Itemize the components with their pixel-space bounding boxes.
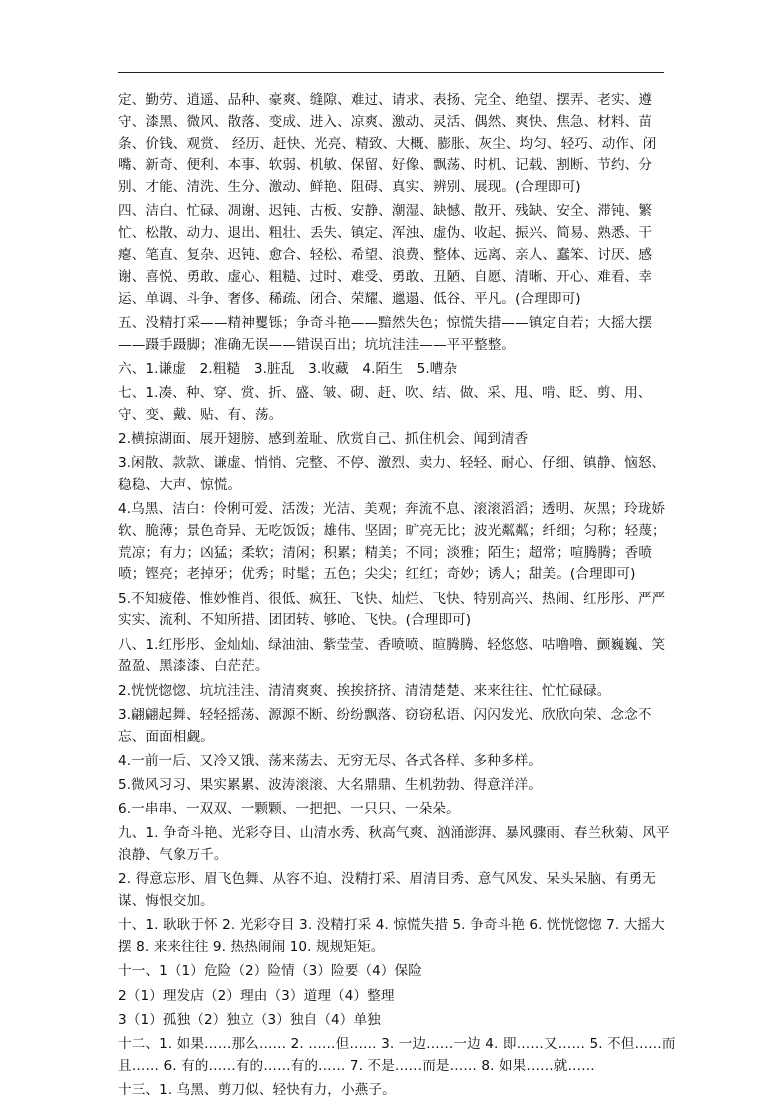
paragraph: 四、洁白、忙碌、凋谢、迟钝、古板、安静、潮湿、缺憾、散开、残缺、安全、滞钝、繁忙、松散、动力、退出、粗壮、丢失、镇定、浑浊、虚伪、收起、振兴、简易、熟悉、干瘪、笔直、复杂、迟钝、愈合、轻松、希望、浪费、整体、远离、亲人、蠢笨、讨厌、感谢、喜悦、勇敢、虚心、粗糙、过时、难受、勇敢、丑陋、自愿、清晰、开心、难看、幸运、单调、斗争、奢侈、稀疏、闭合、荣耀、邋遢、低谷、平凡。(合理即可) xyxy=(118,203,653,307)
paragraph: 5.不知疲倦、惟妙惟肖、很低、疯狂、飞快、灿烂、飞快、特别高兴、热闹、红彤彤、严严实实、流利、不知所措、团团转、够呛、飞快。(合理即可) xyxy=(118,590,666,629)
paragraph: 4.乌黑、洁白：伶俐可爱、活泼；光洁、美观；奔流不息、滚滚滔滔；透明、灰黑；玲珑娇软、脆薄；景色奇异、无吃饭饭；雄伟、坚固；旷亮无比；波光粼粼；纤细；匀称；轻蔑；荒凉；有力；凶猛；柔软；清闲；积累；精美；不同；淡雅；陌生；超常；喧腾腾；香喷喷；铿亮；老掉牙；优秀；时髦；五色；尖尖；红红；奇妙；诱人；甜美。(合理即可) xyxy=(118,501,666,583)
paragraph: 2. 得意忘形、眉飞色舞、从容不迫、没精打采、眉清目秀、意气风发、呆头呆脑、有勇无谋、悔恨交加。 xyxy=(118,871,656,910)
paragraph: 九、1. 争奇斗艳、光彩夺目、山清水秀、秋高气爽、汹涌澎湃、暴风骤雨、春兰秋菊、风平浪静、气象万千。 xyxy=(118,825,670,864)
paragraph: 定、勤劳、逍遥、品种、豪爽、缝隙、难过、请求、表扬、完全、绝望、摆弄、老实、遵守、漆黑、微风、散落、变成、进入、凉爽、激动、灵活、偶然、爽快、焦急、材料、苗条、价钱、观赏、 经历、赶快、光亮、精致、大概、膨胀、灰尘、均匀、轻巧、动作、闭嘴、新奇、便利、本事、软弱、机敏、保留、好像、飘荡、时机、记载、割断、节约、分别、才能、清洗、生分、激动、鲜艳、阻碍、真实、辨别、展现。(合理即可) xyxy=(118,92,657,196)
answer-content xyxy=(118,90,678,1104)
paragraph: 3（1）孤独（2）独立（3）独自（4）单独 xyxy=(118,1011,381,1028)
paragraph: 五、没精打采——精神矍铄；争奇斗艳——黯然失色；惊慌失措——镇定自若；大摇大摆——蹑手蹑脚；准确无误——错误百出；坑坑洼洼——平平整整。 xyxy=(118,314,653,353)
paragraph: 十、1. 耿耿于怀 2. 光彩夺目 3. 没精打采 4. 惊慌失措 5. 争奇斗艳 6. 恍恍惚惚 7. 大摇大摆 8. 来来往往 9. 热热闹闹 10. 规规矩矩。 xyxy=(118,917,665,956)
paragraph: 七、1.凑、种、穿、赏、折、盛、皱、砌、赶、吹、结、做、采、甩、啃、眨、剪、用、守、变、戴、贴、有、荡。 xyxy=(118,384,652,423)
paragraph: 4.一前一后、又冷又饿、荡来荡去、无穷无尽、各式各样、多种多样。 xyxy=(118,752,542,769)
paragraph: 3.翩翩起舞、轻轻摇荡、源源不断、纷纷飘落、窃窃私语、闪闪发光、欣欣向荣、念念不忘、面面相觑。 xyxy=(118,706,652,745)
paragraph: 2.恍恍惚惚、坑坑洼洼、清清爽爽、挨挨挤挤、清清楚楚、来来往往、忙忙碌碌。 xyxy=(118,682,611,699)
paragraph: 2.横掠湖面、展开翅膀、感到羞耻、欣赏自己、抓住机会、闻到清香 xyxy=(118,430,529,447)
paragraph: 2（1）理发店（2）理由（3）道理（4）整理 xyxy=(118,987,395,1004)
paragraph: 3.闲散、款款、谦虚、悄悄、完整、不停、激烈、卖力、轻轻、耐心、仔细、镇静、恼怒、稳稳、大声、惊慌。 xyxy=(118,455,666,493)
paragraph: 十三、1. 乌黑、剪刀似、轻快有力，小燕子。 xyxy=(118,1081,396,1098)
paragraph: 5.微风习习、果实累累、波涛滚滚、大名鼎鼎、生机勃勃、得意洋洋。 xyxy=(118,776,542,793)
paragraph: 十一、1（1）危险（2）险情（3）险要（4）保险 xyxy=(118,963,422,980)
paragraph: 6.一串串、一双双、一颗颗、一把把、一只只、一朵朵。 xyxy=(118,801,460,818)
header-rule xyxy=(118,72,664,73)
paragraph: 六、1.谦虚 2.粗糙 3.脏乱 3.收藏 4.陌生 5.嘈杂 xyxy=(118,360,458,377)
paragraph: 十二、1. 如果……那么…… 2. ……但…… 3. 一边……一边 4. 即……又…… 5. 不但……而且…… 6. 有的……有的……有的…… 7. 不是……而是…… 8. 如果……就…… xyxy=(118,1035,676,1074)
paragraph: 八、1.红彤彤、金灿灿、绿油油、紫莹莹、香喷喷、暄腾腾、轻悠悠、咕噜噜、颤巍巍、笑盈盈、黑漆漆、白茫茫。 xyxy=(118,636,666,675)
